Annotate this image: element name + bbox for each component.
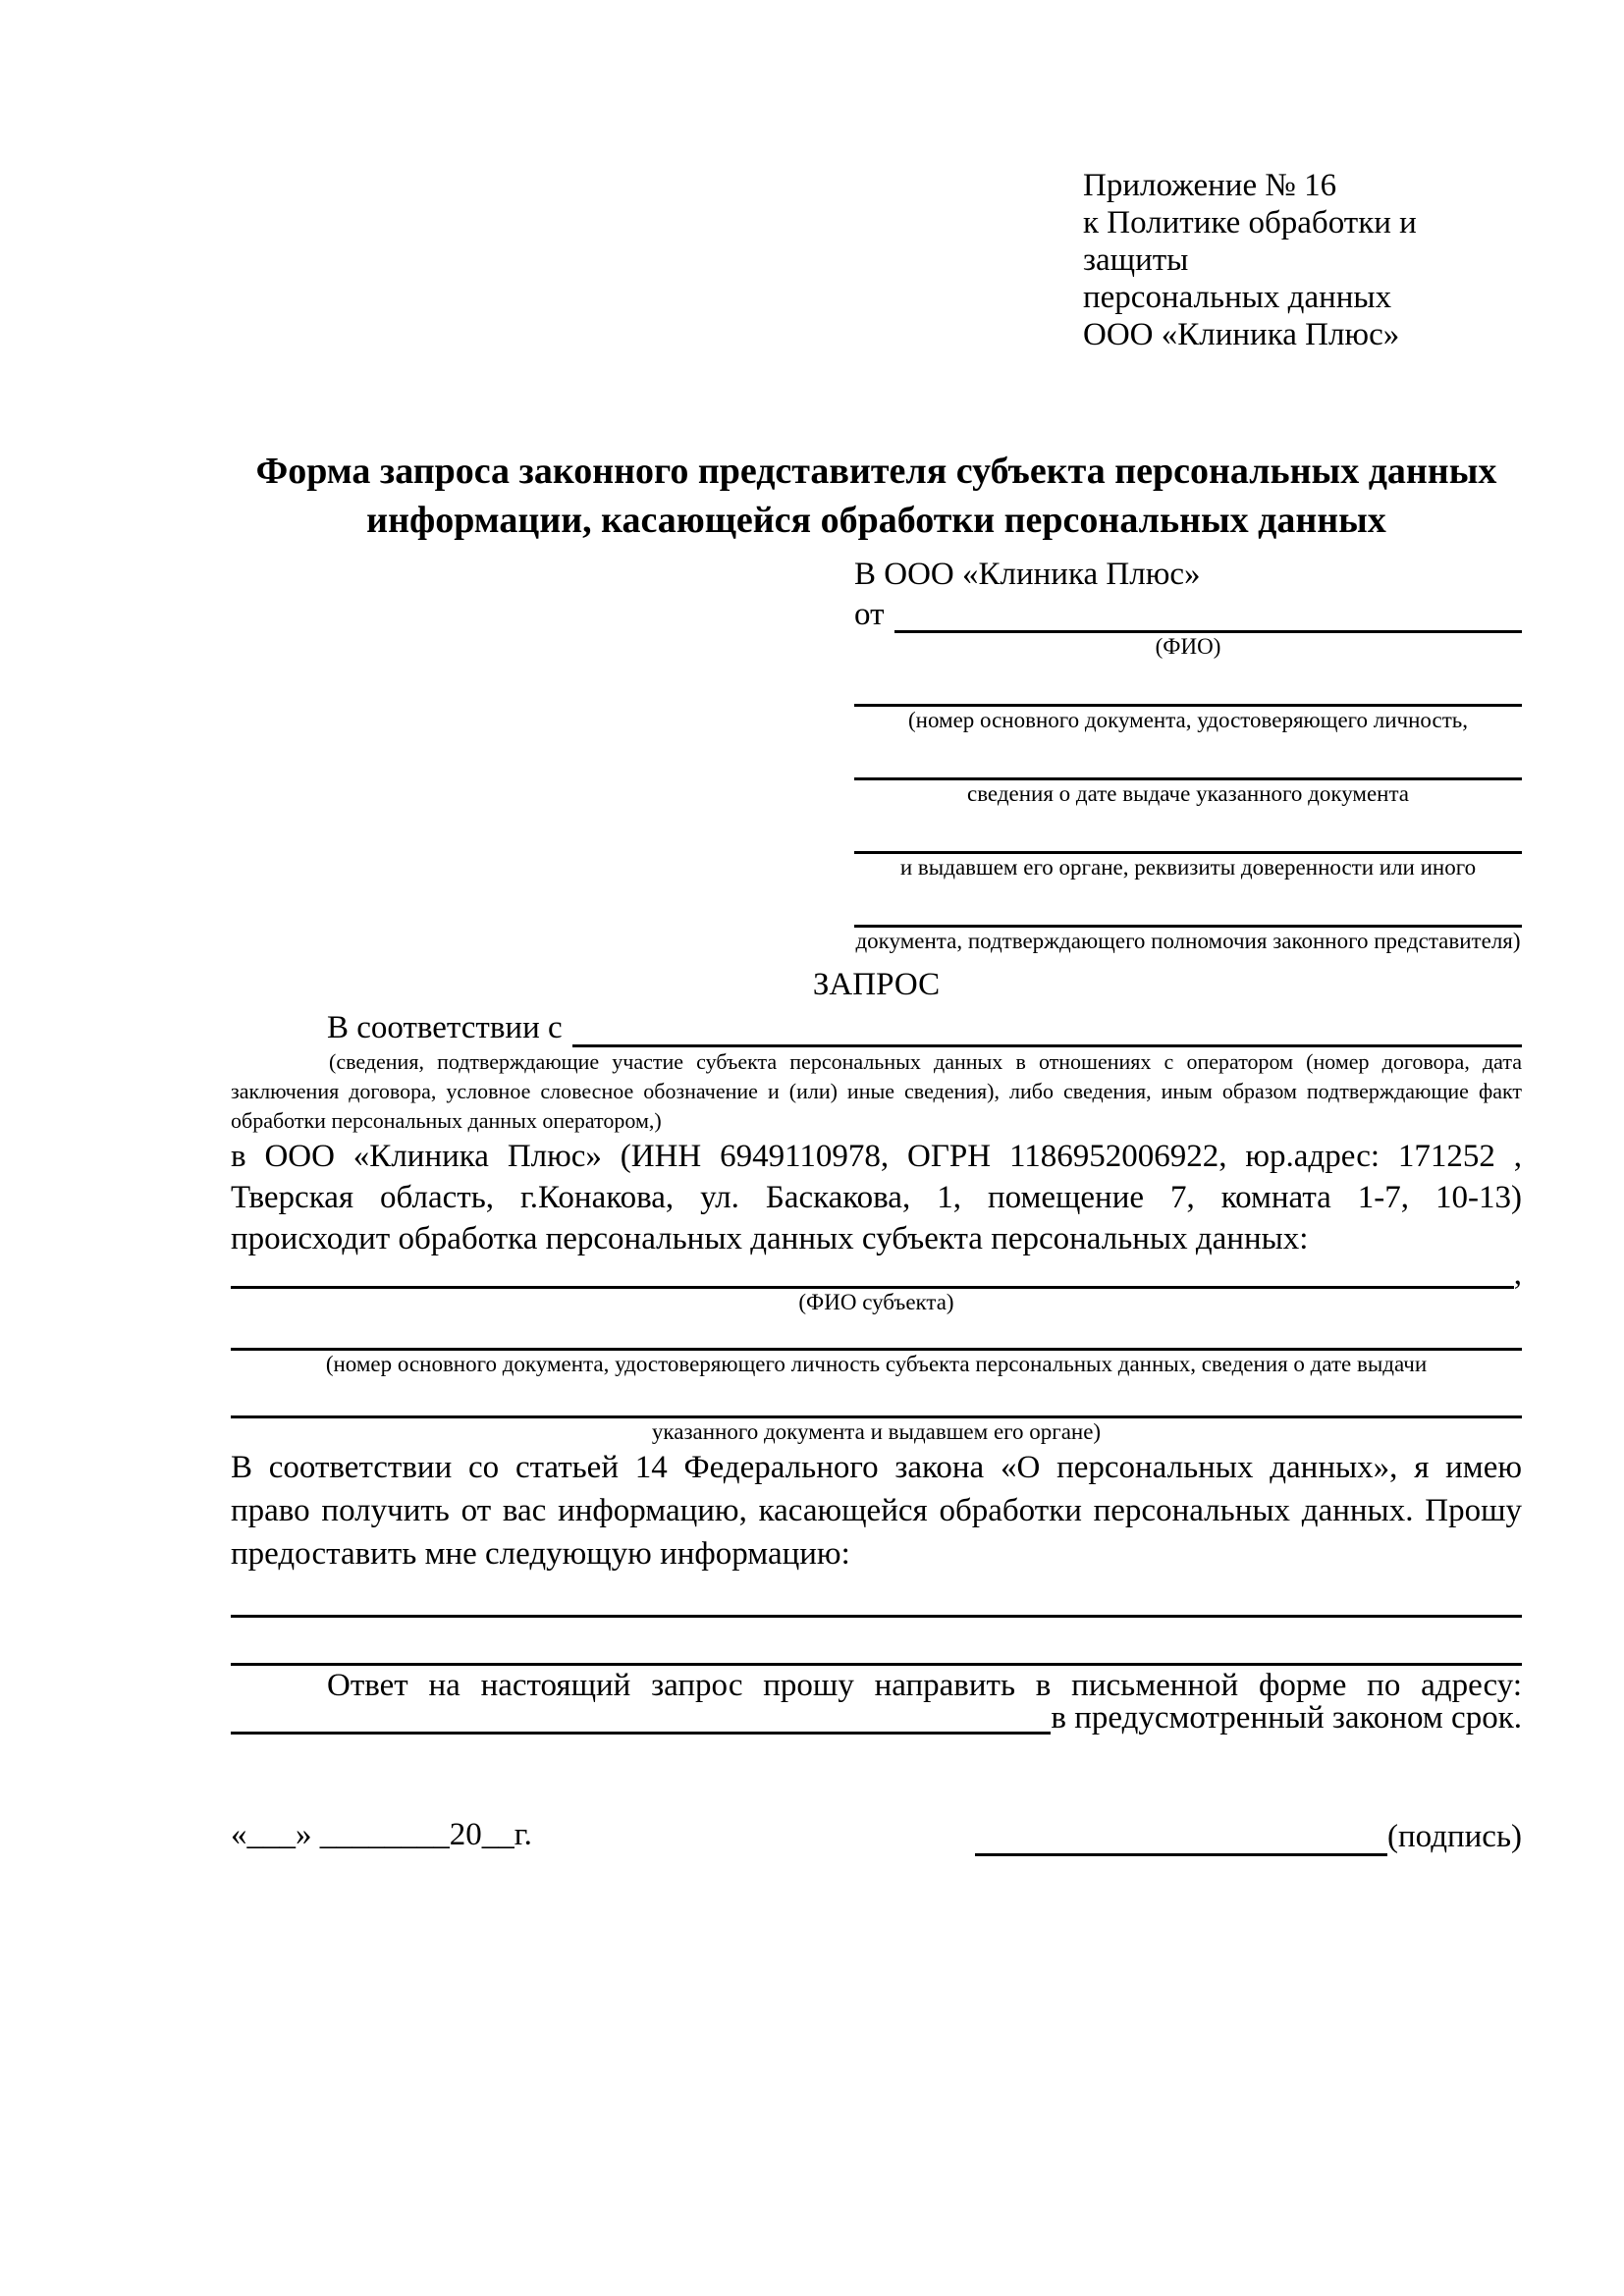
document-content <box>231 0 1522 1856</box>
law-paragraph-line: В соответствии со статьей 14 Федерального закона «О персональных данных», я имею <box>231 1450 1522 1485</box>
subject-document-blank-line <box>231 1316 1522 1351</box>
document-title <box>231 447 1522 545</box>
document-title-line: информации, касающейся обработки персональных данных <box>366 500 1386 541</box>
appendix-line: персональных данных <box>1083 280 1392 315</box>
document-number-blank-line <box>854 661 1522 707</box>
issuing-authority-caption: и выдавшем его органе, реквизиты доверенности или иного <box>899 855 1477 880</box>
request-heading: ЗАПРОС <box>812 967 941 1002</box>
subject-fio-caption: (ФИО субъекта) <box>798 1290 954 1314</box>
law-paragraph-line: право получить от вас информацию, касающейся обработки персональных данных. Прошу <box>231 1493 1522 1528</box>
from-label: от <box>854 597 885 632</box>
accordance-caption-line: обработки персональных данных оператором,) <box>231 1108 662 1133</box>
authority-document-caption: документа, подтверждающего полномочия законного представителя) <box>855 929 1521 953</box>
addressee-from-row <box>854 594 1522 633</box>
appendix-line: ООО «Клиника Плюс» <box>1083 317 1400 352</box>
operator-paragraph-line: в ООО «Клиника Плюс» (ИНН 6949110978, ОГРН 1186952006922, юр.адрес: 171252 , <box>231 1139 1522 1174</box>
accordance-caption-line: (сведения, подтверждающие участие субъекта персональных данных в отношениях с оператором (номер договора, дата <box>329 1049 1522 1074</box>
subject-fio-row <box>231 1256 1522 1292</box>
subject-authority-caption: указанного документа и выдавшем его органе) <box>651 1419 1102 1444</box>
answer-address-row <box>231 1700 1522 1735</box>
authority-document-blank-line <box>854 881 1522 928</box>
accordance-blank-line <box>572 1009 1522 1047</box>
accordance-caption-line: заключения договора, условное словесное обозначение и (или) иные сведения), либо сведения, иным образом подтверждающие факт <box>231 1079 1522 1103</box>
issue-date-caption: сведения о дате выдаче указанного документа <box>966 781 1410 806</box>
fio-blank-line <box>894 595 1523 633</box>
subject-document-caption: (номер основного документа, удостоверяющего личность субъекта персональных данных, сведения о дате выдачи <box>325 1352 1428 1376</box>
document-title-line: Форма запроса законного представителя субъекта персональных данных <box>255 451 1497 492</box>
document-number-caption: (номер основного документа, удостоверяющего личность, <box>907 708 1468 732</box>
signature-caption: (подпись) <box>1387 1819 1522 1854</box>
information-blank-line-1 <box>231 1575 1522 1618</box>
date-placeholder: «___» ________20__г. <box>231 1817 532 1852</box>
appendix-line: Приложение № 16 <box>1083 168 1337 203</box>
issuing-authority-blank-line <box>854 808 1522 854</box>
operator-paragraph-line: происходит обработка персональных данных субъекта персональных данных: <box>231 1221 1309 1256</box>
addressee-to: В ООО «Клиника Плюс» <box>854 557 1201 592</box>
signature-area <box>975 1817 1522 1856</box>
answer-term-text: в предусмотренный законом срок. <box>1051 1700 1522 1735</box>
subject-authority-blank-line <box>231 1378 1522 1418</box>
address-blank-line <box>231 1706 1051 1735</box>
operator-paragraph-line: Тверская область, г.Конакова, ул. Баскакова, 1, помещение 7, комната 1-7, 10-13) <box>231 1180 1522 1215</box>
fio-caption: (ФИО) <box>1155 634 1221 659</box>
issue-date-blank-line <box>854 734 1522 780</box>
addressee-block <box>854 555 1522 955</box>
appendix-note <box>1083 167 1522 353</box>
subject-fio-comma: , <box>1513 1256 1522 1292</box>
appendix-line: к Политике обработки и защиты <box>1083 205 1417 278</box>
law-paragraph-line: предоставить мне следующую информацию: <box>231 1536 850 1572</box>
accordance-row <box>231 1004 1522 1047</box>
answer-address-line: Ответ на настоящий запрос прошу направить в письменной форме по адресу: <box>327 1668 1522 1703</box>
subject-fio-blank-line <box>231 1260 1514 1289</box>
information-blank-line-2 <box>231 1618 1522 1666</box>
footer-row <box>231 1813 1522 1856</box>
accordance-lead: В соответствии с <box>327 1010 563 1045</box>
signature-blank-line <box>975 1818 1387 1856</box>
